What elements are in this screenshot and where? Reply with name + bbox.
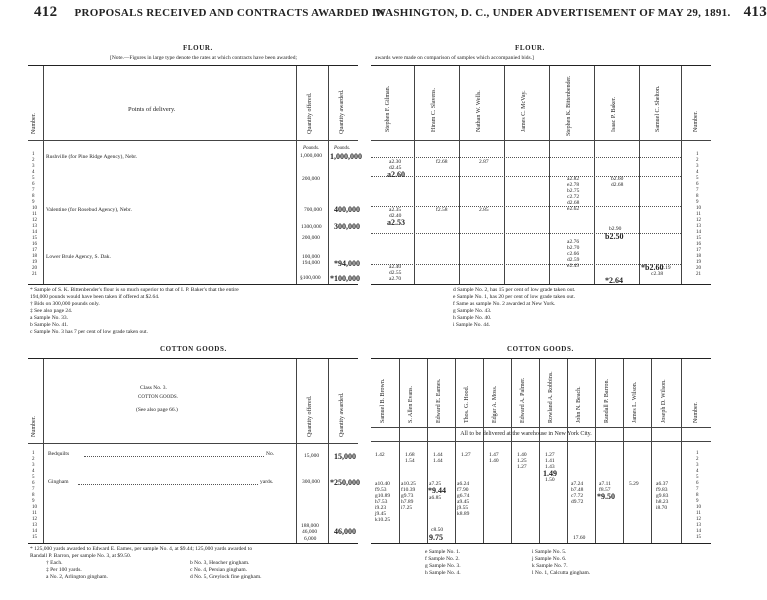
mcvay-3: c2.72 — [567, 194, 580, 200]
eames-5: c8.50 — [431, 527, 444, 533]
awarded-3: 300,000 — [334, 222, 360, 231]
rflour-fn-1: e Sample No. 1, has 20 per cent of low grade taken out. — [453, 294, 576, 300]
cotton-fn-2: † Each. — [46, 560, 63, 566]
col-number-label: Number. — [31, 113, 37, 134]
mcvay-4: d2.68 — [567, 200, 580, 206]
flour-fn-3: ‡ See also page 24. — [30, 308, 73, 314]
barron-0: a7.11 — [599, 481, 611, 487]
cbid-hood: Thos. G. Hood. — [464, 385, 470, 423]
cotton-offered-2: 188,000 — [301, 523, 319, 529]
cotton-offered-1: 300,000 — [302, 479, 320, 485]
jdwilson-0: a6.37 — [656, 481, 669, 487]
moss-0: 1.47 — [489, 452, 499, 458]
left-head-text: PROPOSALS RECEIVED AND CONTRACTS AWARDED IN — [74, 7, 385, 19]
cotton-fn-0: * 125,000 yards awarded to Edward E. Eames, per sample No. 4, at $9.44; 125,000 yards awarded to — [30, 546, 253, 552]
awarded-6: *94,000 — [334, 259, 360, 268]
beach-1: b7.48 — [571, 487, 584, 493]
cotton-awarded-1: *250,000 — [330, 478, 360, 487]
cotton-table-left — [28, 358, 358, 544]
bitten-0: b2.60 — [611, 176, 624, 182]
cotton-fn-1: Randall P. Barron, per sample No. 3, at $9.50. — [30, 553, 132, 559]
flour-fn-2: † Bids on 300,000 pounds only. — [30, 301, 100, 307]
flour-fn-1: 194,000 pounds would have been taken if offered at $2.64. — [30, 294, 160, 300]
rcotton-fnr-1: j Sample No. 6. — [532, 556, 567, 562]
robbins-3: 1.49 — [543, 469, 557, 478]
cotton-fn-4: a No. 2, Arlington gingham. — [46, 574, 108, 580]
robbins-4: 1.50 — [545, 477, 555, 483]
cotton-col-number: Number. — [31, 416, 37, 437]
slavens-1: f2.58 — [436, 207, 448, 213]
cbid-eames: Edward E. Eames. — [436, 378, 442, 423]
cbid-evans: S. Allen Evans. — [408, 386, 414, 423]
beach-3: d9.72 — [571, 499, 584, 505]
rflour-fn-0: d Sample No. 2, has 15 per cent of low grade taken out. — [453, 287, 576, 293]
item-bedquilts: Bedquilts — [48, 451, 70, 457]
evans-0: 1.68 — [405, 452, 415, 458]
evans-4: g9.73 — [401, 493, 414, 499]
evans-3: f10.39 — [401, 487, 416, 493]
mcvay-2: b2.75 — [567, 188, 580, 194]
awarded-7: *100,000 — [330, 274, 360, 283]
flour-table-right — [371, 65, 711, 285]
evans-5: h7.89 — [401, 499, 414, 505]
moss-1: 1.40 — [489, 458, 499, 464]
evans-1: 1.54 — [405, 458, 415, 464]
hood-6: k8.89 — [457, 511, 470, 517]
robbins-1: 1.41 — [545, 458, 555, 464]
offered-1: 200,000 — [302, 176, 320, 182]
cotton-col-offered: Quantity offered. — [307, 395, 313, 437]
cotton-right-row-numbers: 1 2 3 4 5 6 7 8 9 10 11 12 13 14 15 — [696, 451, 701, 540]
eames-4: a6.85 — [429, 495, 442, 501]
evans-2: a10.25 — [401, 481, 416, 487]
cotton-fn-3: ‡ Per 100 yards. — [46, 567, 82, 573]
cbid-brown: Samuel B. Brown. — [380, 378, 386, 423]
eames-2: a7.25 — [429, 481, 442, 487]
flour-fn-0: * Sample of S. K. Bittenbender's flour is so much superior to that of I. P. Baker's that the entire — [30, 287, 239, 293]
col-qty-awarded-label: Quantity awarded. — [339, 89, 345, 134]
right-head-text: WASHINGTON, D. C., UNDER ADVERTISEMENT OF MAY 29, 1891. — [375, 7, 731, 19]
bitten-3: b2.50 — [605, 232, 624, 241]
rflour-fn-3: g Sample No. 43. — [453, 308, 492, 314]
bidder-wells: Nathan W. Wells. — [476, 90, 482, 132]
rcotton-fnl-0: e Sample No. 1. — [425, 549, 461, 555]
cotton-col-awarded: Quantity awarded. — [339, 392, 345, 437]
beach-2: c7.72 — [571, 493, 584, 499]
mcvay-9: d2.59 — [567, 257, 580, 263]
cbid-barron: Randall P. Barron. — [604, 379, 610, 423]
gilman-1: d2.45 — [389, 165, 402, 171]
mcvay-0: a2.82 — [567, 176, 580, 182]
cbid-palmer: Edward A. Palmer. — [520, 377, 526, 423]
offered-5: 100,000 — [302, 254, 320, 260]
awarded-2: 400,000 — [334, 205, 360, 214]
wells-1: 2.85 — [479, 207, 489, 213]
palmer-0: 1.40 — [517, 452, 527, 458]
baker-0: *b2.60 — [641, 263, 664, 272]
barron-2: *9.50 — [597, 492, 615, 501]
beach-4: 17.60 — [573, 535, 586, 541]
cbid-jwilson: James L. Wilson. — [632, 381, 638, 423]
offered-0: 1,000,000 — [300, 153, 322, 159]
brown-3: g10.89 — [375, 493, 391, 499]
cotton-right-col-number: Number. — [693, 402, 699, 423]
left-running-head — [34, 4, 385, 21]
unit-bedquilts: No. — [266, 451, 275, 457]
class-sub: COTTON GOODS. — [138, 395, 178, 400]
offered-6: 194,000 — [302, 260, 320, 266]
awarded-0: 1,000,000 — [330, 152, 362, 161]
bidder-slavens: Hiram C. Slavens. — [431, 88, 437, 132]
brown-4: h7.53 — [375, 499, 388, 505]
bitten-4: *2.64 — [605, 276, 623, 285]
barron-1: f8.57 — [599, 487, 611, 493]
unit-gingham: yards. — [260, 479, 274, 485]
palmer-1: 1.25 — [517, 458, 527, 464]
flour-note-right: awards were made on comparison of samples which accompanied bids.] — [375, 55, 534, 61]
gilman-0: a2.30 — [389, 159, 402, 165]
flour-table-left — [28, 65, 362, 285]
rcotton-fnl-1: f Sample No. 2. — [425, 556, 460, 562]
mcvay-10: e2.49 — [567, 263, 580, 269]
rcotton-fnl-3: h Sample No. 4. — [425, 570, 461, 576]
slavens-0: f2.68 — [436, 159, 448, 165]
cotton-table-right — [371, 358, 711, 544]
flour-fn-6: c Sample No. 3 has 7 per cent of low grade taken out. — [30, 329, 148, 335]
flour-note-left: [Note.—Figures in large type denote the rates at which contracts have been awarded; — [110, 55, 297, 61]
mcvay-7: b2.70 — [567, 245, 580, 251]
mcvay-8: c2.66 — [567, 251, 580, 257]
cotton-fn-7: d No. 5, Greylock fine gingham. — [190, 574, 262, 580]
bidder-baker: Isaac P. Baker. — [611, 97, 617, 132]
bitten-1: d2.68 — [611, 182, 624, 188]
mcvay-1: e2.78 — [567, 182, 580, 188]
hood-0: 1.27 — [461, 452, 471, 458]
eames-1: 1.44 — [433, 458, 443, 464]
brown-5: i9.23 — [375, 505, 387, 511]
beach-0: a7.24 — [571, 481, 584, 487]
jdwilson-1: f9.83 — [656, 487, 668, 493]
right-running-head — [375, 4, 767, 21]
cotton-offered-0: 15,000 — [304, 453, 320, 459]
bitten-2: b2.90 — [609, 226, 622, 232]
cotton-fn-6: c No. 4, Persian gingham. — [190, 567, 247, 573]
rcotton-fnl-2: g Sample No. 3. — [425, 563, 461, 569]
row-numbers: 1 2 3 4 5 6 7 8 9 10 11 12 13 14 15 16 17 18 19 20 21 — [32, 152, 37, 277]
col-qty-offered-label: Quantity offered. — [307, 92, 313, 134]
jdwilson-4: i8.70 — [656, 505, 668, 511]
hood-4: a9.45 — [457, 499, 470, 505]
flour-fn-5: b Sample No. 41. — [30, 322, 69, 328]
place-lower-brule: Lower Brule Agency, S. Dak. — [46, 254, 111, 260]
robbins-2: 1.43 — [545, 464, 555, 470]
delivery-note: All to be delivered at the warehouse in New York City. — [460, 431, 592, 437]
page-number-left: 412 — [34, 4, 58, 20]
mcvay-5: e2.62 — [567, 206, 580, 212]
cotton-title-right: COTTON GOODS. — [507, 345, 574, 353]
hood-5: j9.55 — [457, 505, 469, 511]
cotton-awarded-3: 46,000 — [334, 527, 356, 536]
shelton-0: 2.19 — [661, 265, 671, 271]
cbid-moss: Edgar A. Moss. — [492, 385, 498, 423]
unit-pounds: Pounds. — [303, 146, 320, 151]
cotton-offered-3: 46,000 — [302, 529, 318, 535]
gilman-6: a2.40 — [389, 264, 402, 270]
evans-6: i7.25 — [401, 505, 413, 511]
offered-7: §100,000 — [300, 275, 321, 281]
rcotton-fnr-0: i Sample No. 5. — [532, 549, 567, 555]
flour-title-left: FLOUR. — [183, 44, 213, 52]
col-points-label: Points of delivery. — [128, 106, 176, 113]
hood-1: a6.24 — [457, 481, 470, 487]
baker-1: c2.38 — [651, 271, 664, 277]
right-row-numbers: 1 2 3 4 5 6 7 8 9 10 11 12 13 14 15 16 17 18 19 20 21 — [696, 152, 701, 277]
item-gingham: Gingham — [48, 479, 69, 485]
rflour-fn-4: h Sample No. 40. — [453, 315, 492, 321]
bidder-bittenbender: Stephen K. Bittenbender. — [566, 75, 572, 136]
cotton-fn-5: b No. 3, Heacher gingham. — [190, 560, 250, 566]
right-page — [367, 0, 767, 600]
rcotton-fnr-2: k Sample No. 7. — [532, 563, 568, 569]
bidder-mcvay: James C. McVay. — [521, 90, 527, 132]
gilman-7: d2.55 — [389, 270, 402, 276]
mcvay-6: a2.76 — [567, 239, 580, 245]
class-label: Class No. 3. — [140, 385, 167, 391]
eames-6: 9.75 — [429, 533, 443, 542]
gilman-4: d2.40 — [389, 213, 402, 219]
brown-1: a10.40 — [375, 481, 390, 487]
wells-0: 2.87 — [479, 159, 489, 165]
jwilson-0: 5.29 — [629, 481, 639, 487]
flour-title-right: FLOUR. — [515, 44, 545, 52]
rflour-fn-5: i Sample No. 44. — [453, 322, 491, 328]
cotton-offered-4: 6,000 — [304, 536, 317, 542]
brown-7: k10.25 — [375, 517, 391, 523]
cotton-awarded-0: 15,000 — [334, 452, 356, 461]
brown-2: f9.53 — [375, 487, 387, 493]
brown-6: j9.45 — [375, 511, 387, 517]
jdwilson-2: g9.83 — [656, 493, 669, 499]
place-rushville: Rushville (for Pine Ridge Agency), Nebr. — [46, 154, 138, 160]
see-also: (See also page 66.) — [136, 407, 178, 413]
gilman-2: a2.60 — [387, 170, 405, 179]
rcotton-fnr-3: l No. 1, Calcutta gingham. — [532, 570, 591, 576]
hood-2: f7.90 — [457, 487, 469, 493]
hood-3: g6.74 — [457, 493, 470, 499]
brown-0: 1.42 — [375, 452, 385, 458]
flour-fn-4: a Sample No. 33. — [30, 315, 69, 321]
eames-3: *9.44 — [428, 486, 446, 495]
palmer-2: 1.27 — [517, 464, 527, 470]
place-valentine: Valentine (for Rosebud Agency), Nebr. — [46, 207, 132, 213]
cbid-beach: John N. Beach. — [576, 386, 582, 423]
cbid-jdwilson: Joseph D. Wilson. — [661, 379, 667, 423]
right-col-number: Number. — [693, 111, 699, 132]
offered-3: 1300,000 — [301, 224, 322, 230]
robbins-0: 1.27 — [545, 452, 555, 458]
gilman-8: a2.70 — [389, 276, 402, 282]
eames-0: 1.44 — [433, 452, 443, 458]
offered-4: 200,000 — [302, 235, 320, 241]
gilman-3: a2.35 — [389, 207, 402, 213]
unit-pounds-2: Pounds. — [334, 146, 351, 151]
jdwilson-3: h8.23 — [656, 499, 669, 505]
offered-2: 700,000 — [304, 207, 322, 213]
bidder-shelton: Samuel C. Shelton. — [655, 85, 661, 132]
cotton-row-numbers: 1 2 3 4 5 6 7 8 9 10 11 12 13 14 15 — [32, 451, 37, 540]
bidder-gilman: Stephen F. Gilman. — [385, 85, 391, 132]
cbid-robbins: Rowland A. Robbins. — [548, 371, 554, 423]
gilman-5: a2.53 — [387, 218, 405, 227]
cotton-title-left: COTTON GOODS. — [160, 345, 227, 353]
rflour-fn-2: f Same as sample No. 2 awarded at New York. — [453, 301, 556, 307]
page-number-right: 413 — [743, 4, 767, 20]
